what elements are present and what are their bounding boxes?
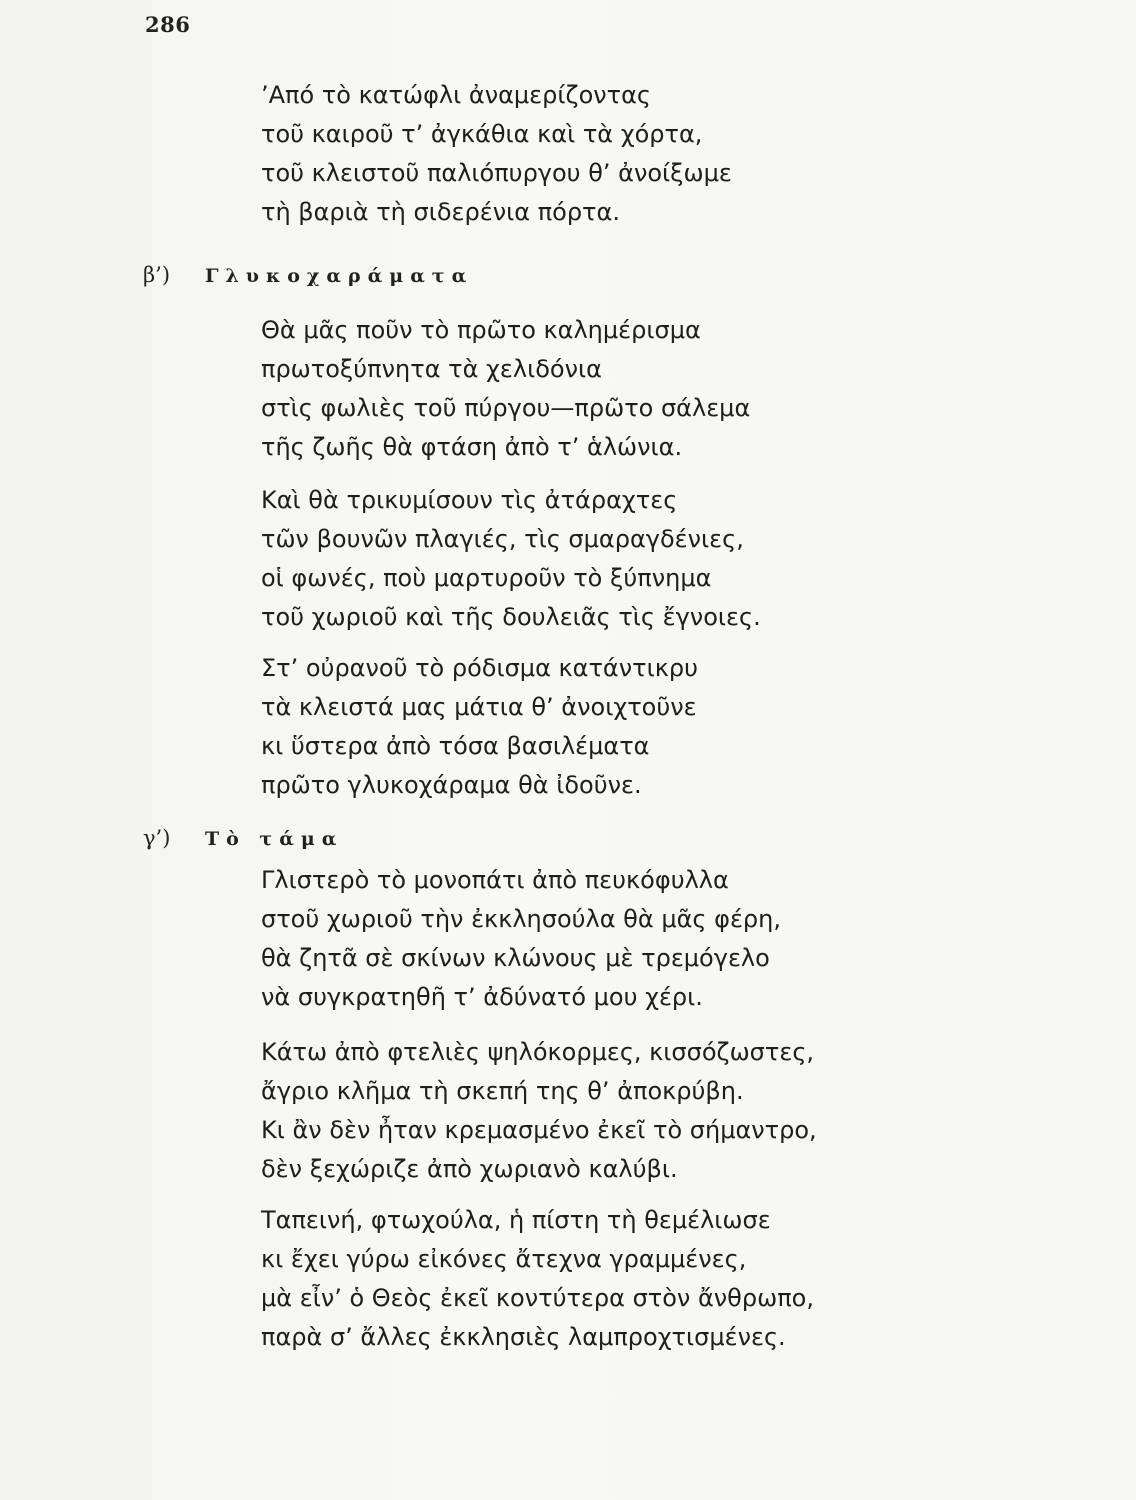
poem-line: νὰ συγκρατηθῆ τ’ ἀδύνατό μου χέρι. [261,983,703,1011]
poem-line: θὰ ζητᾶ σὲ σκίνων κλώνους μὲ τρεμόγελο [261,944,770,972]
section-title: Γλυκοχαράματα [205,265,474,287]
poem-line: μὰ εἶν’ ὁ Θεὸς ἐκεῖ κοντύτερα στὸν ἄνθρωπο, [261,1284,814,1312]
stanza-c2 [261,1033,817,1189]
poem-line: οἱ φωνές, ποὺ μαρτυροῦν τὸ ξύπνημα [261,564,712,592]
poem-line: ’Από τὸ κατώφλι ἀναμερίζοντας [261,81,652,109]
poem-line: Γλιστερὸ τὸ μονοπάτι ἀπὸ πευκόφυλλα [261,866,729,894]
poem-line: τοῦ κλειστοῦ παλιόπυργου θ’ ἀνοίξωμε [261,159,732,187]
poem-line: τῆς ζωῆς θὰ φτάση ἀπὸ τ’ ἁλώνια. [261,433,683,461]
stanza-b3 [261,649,698,805]
section-heading-c [143,826,343,850]
poem-line: κι ἔχει γύρω εἰκόνες ἄτεχνα γραμμένες, [261,1245,747,1273]
section-mark: β’) [143,263,171,287]
poem-line: Ταπεινή, φτωχούλα, ἡ πίστη τὴ θεμέλιωσε [261,1206,771,1234]
poem-line: πρῶτο γλυκοχάραμα θὰ ἰδοῦνε. [261,771,642,799]
poem-line: κι ὕστερα ἀπὸ τόσα βασιλέματα [261,732,650,760]
page-number: 286 [145,12,191,37]
section-heading-b [143,263,473,287]
poem-line: Στ’ οὐρανοῦ τὸ ρόδισμα κατάντικρυ [261,654,698,682]
stanza-c1 [261,861,781,1017]
poem-line: Κι ἂν δὲν ἦταν κρεμασμένο ἐκεῖ τὸ σήμαντρο, [261,1116,817,1144]
stanza-b2 [261,481,761,637]
poem-line: τὴ βαριὰ τὴ σιδερένια πόρτα. [261,198,620,226]
poem-line: τὰ κλειστά μας μάτια θ’ ἀνοιχτοῦνε [261,693,697,721]
poem-line: ἄγριο κλῆμα τὴ σκεπή της θ’ ἀποκρύβη. [261,1077,744,1105]
poem-line: Καὶ θὰ τρικυμίσουν τὶς ἀτάραχτες [261,486,678,514]
poem-line: τῶν βουνῶν πλαγιές, τὶς σμαραγδένιες, [261,525,744,553]
poem-line: Θὰ μᾶς ποῦν τὸ πρῶτο καλημέρισμα [261,316,701,344]
stanza-b1 [261,311,750,467]
poem-line: στὶς φωλιὲς τοῦ πύργου—πρῶτο σάλεμα [261,394,751,422]
poem-line: στοῦ χωριοῦ τὴν ἐκκλησούλα θὰ μᾶς φέρη, [261,905,781,933]
poem-line: τοῦ χωριοῦ καὶ τῆς δουλειᾶς τὶς ἔγνοιες. [261,603,761,631]
poem-line: πρωτοξύπνητα τὰ χελιδόνια [261,355,602,383]
stanza-opening [261,76,732,232]
poem-line: δὲν ξεχώριζε ἀπὸ χωριανὸ καλύβι. [261,1155,678,1183]
poem-line: παρὰ σ’ ἄλλες ἐκκλησιὲς λαμπροχτισμένες. [261,1323,786,1351]
section-title: Τὸ τάμα [205,828,344,850]
stanza-c3 [261,1201,814,1357]
poem-line: τοῦ καιροῦ τ’ ἀγκάθια καὶ τὰ χόρτα, [261,120,703,148]
section-mark: γ’) [143,826,171,850]
poem-line: Κάτω ἀπὸ φτελιὲς ψηλόκορμες, κισσόζωστες, [261,1038,815,1066]
